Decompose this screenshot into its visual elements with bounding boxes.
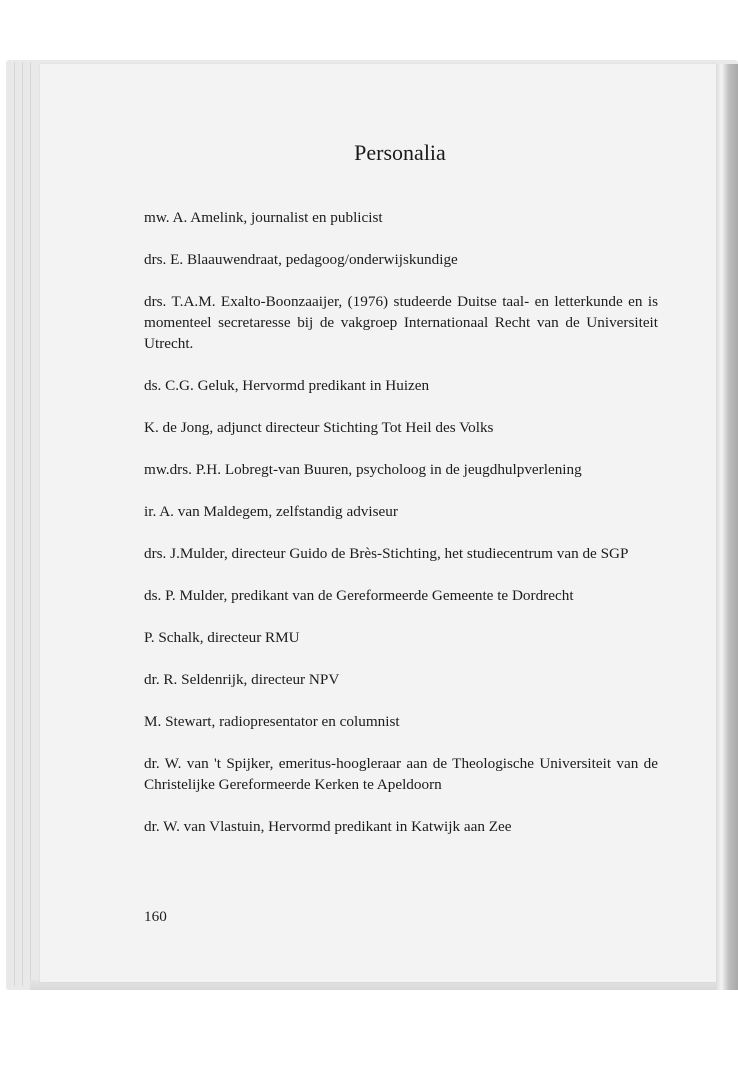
list-item: ds. C.G. Geluk, Hervormd predikant in Huizen — [144, 377, 430, 394]
list-item: ds. P. Mulder, predikant van de Gereformeerde Gemeente te Dordrecht — [144, 587, 574, 604]
list-item: mw. A. Amelink, journalist en publicist — [144, 209, 383, 226]
list-item: mw.drs. P.H. Lobregt-van Buuren, psycholoog in de jeugdhulpverlening — [144, 461, 582, 478]
personalia-list — [144, 207, 658, 858]
list-item: P. Schalk, directeur RMU — [144, 629, 300, 646]
list-item: drs. E. Blaauwendraat, pedagoog/onderwijskundige — [144, 251, 458, 268]
list-item: M. Stewart, radiopresentator en columnist — [144, 713, 400, 730]
list-item: ir. A. van Maldegem, zelfstandig adviseur — [144, 503, 398, 520]
book-binding — [716, 64, 738, 990]
list-item: K. de Jong, adjunct directeur Stichting Tot Heil des Volks — [144, 419, 494, 436]
list-item: drs. J.Mulder, directeur Guido de Brès-Stichting, het studiecentrum van de SGP — [144, 545, 629, 562]
list-item: dr. W. van 't Spijker, emeritus-hoogleraar aan de Theologische Universiteit van de Christelijke Gereformeerde Kerken te Apeldoorn — [144, 755, 658, 793]
list-item: drs. T.A.M. Exalto-Boonzaaijer, (1976) studeerde Duitse taal- en letterkunde en is momenteel secretaresse bij de vakgroep Internationaal Recht van de Universiteit Utrecht. — [144, 293, 658, 352]
page-edge — [14, 62, 15, 986]
page-edge — [30, 62, 31, 986]
page-number: 160 — [144, 908, 167, 925]
page-edge — [22, 62, 23, 986]
page-title: Personalia — [354, 140, 446, 165]
list-item: dr. W. van Vlastuin, Hervormd predikant in Katwijk aan Zee — [144, 818, 512, 835]
list-item: dr. R. Seldenrijk, directeur NPV — [144, 671, 340, 688]
